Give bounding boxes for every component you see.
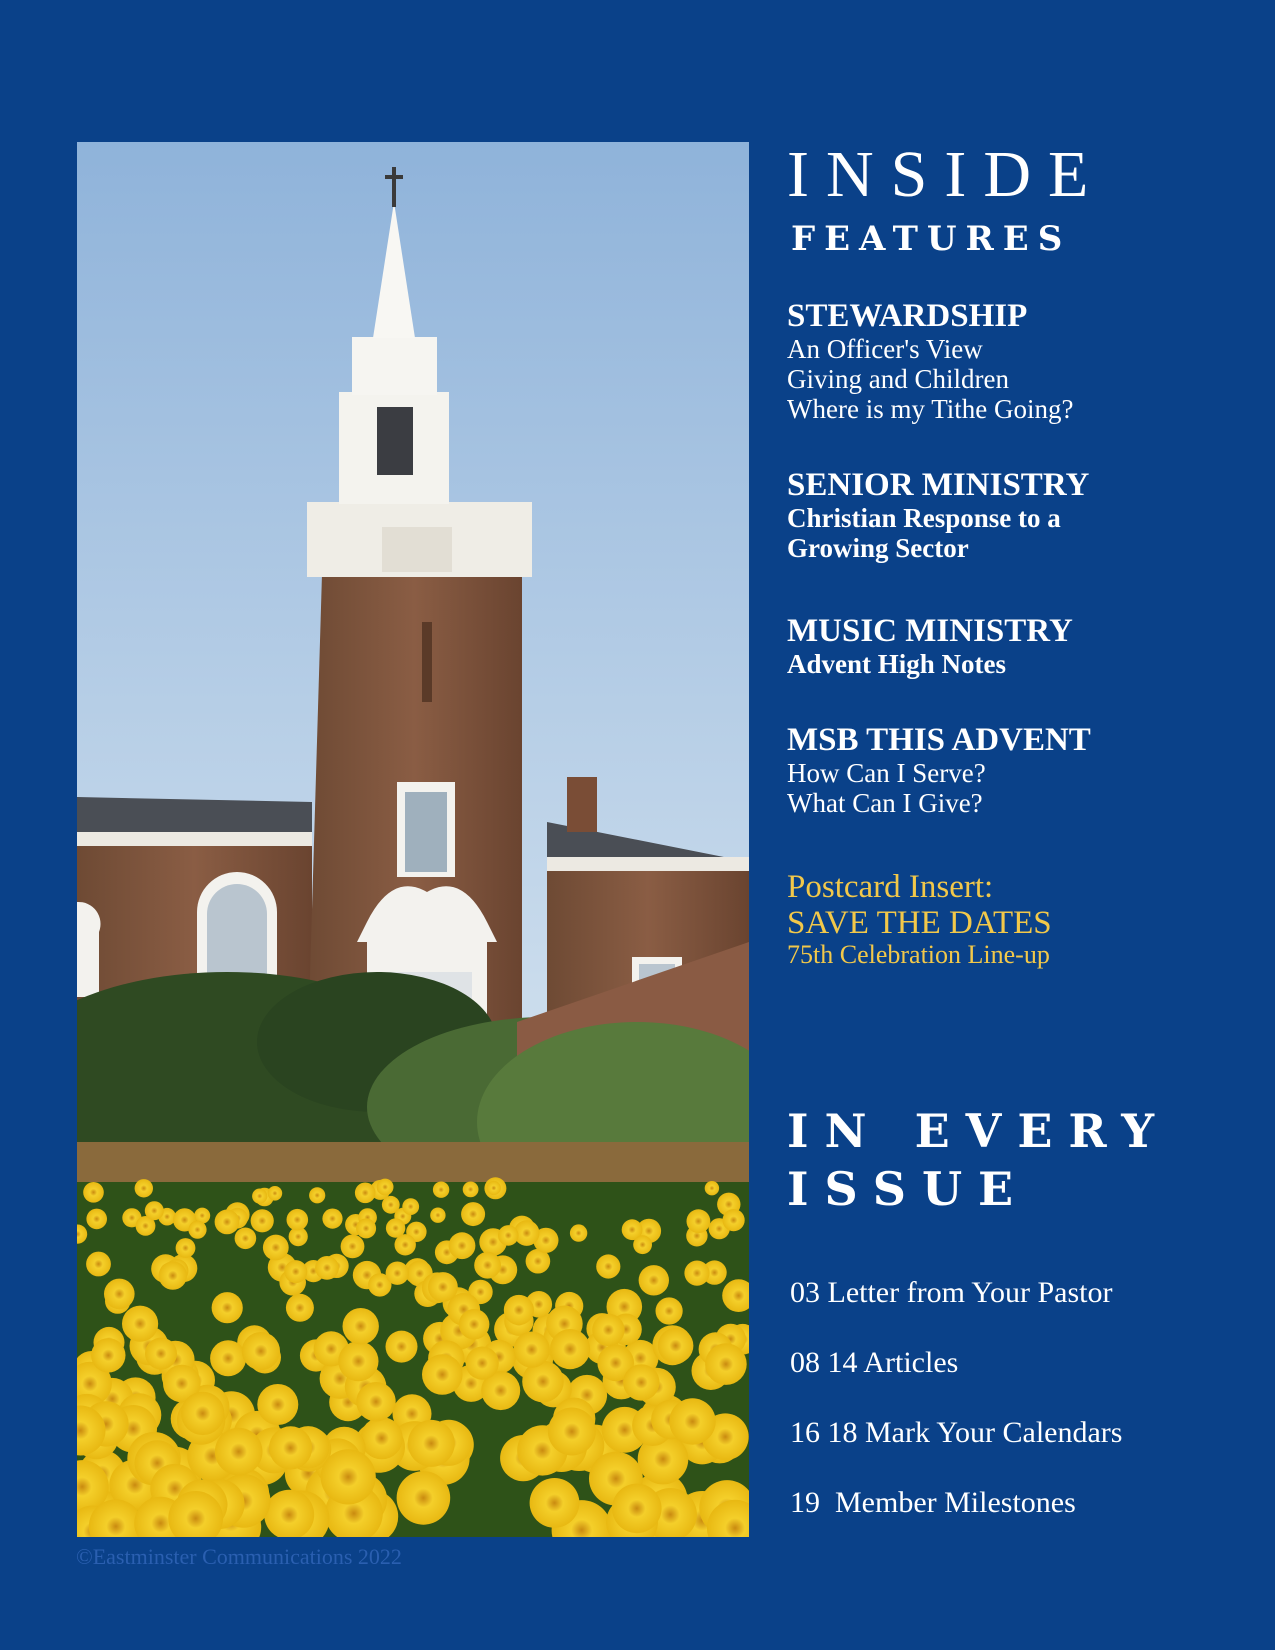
pansy-flower	[251, 1209, 274, 1232]
issue-item: 03 Letter from Your Pastor	[790, 1276, 1113, 1309]
pansy-flower	[215, 1210, 240, 1235]
pansy-flower	[286, 1294, 314, 1322]
pansy-flower	[386, 1331, 418, 1363]
pansy-flower	[530, 1478, 580, 1528]
pansy-flower	[612, 1484, 662, 1534]
section-line: Advent High Notes	[787, 649, 1007, 680]
pansy-flower	[215, 1428, 263, 1476]
pansy-flower	[449, 1232, 476, 1259]
pansy-flower	[268, 1186, 283, 1201]
pansy-flower	[498, 1225, 519, 1246]
section-line: How Can I Serve?	[787, 758, 986, 789]
pansy-flower	[235, 1228, 257, 1250]
pansy-flower	[83, 1182, 104, 1203]
heading-line: IN EVERY	[787, 1104, 1171, 1158]
pansy-flower	[487, 1181, 501, 1195]
pansy-flower	[210, 1340, 246, 1376]
pansy-flower	[397, 1471, 451, 1525]
pansy-flower	[656, 1297, 683, 1324]
section-line: Christian Response to a	[787, 503, 1061, 534]
insert-line: 75th Celebration Line-up	[787, 940, 1050, 969]
pansy-flower	[430, 1208, 445, 1223]
pansy-flower	[176, 1238, 196, 1258]
features-subheading: FEATURES	[791, 219, 1072, 259]
pansy-flower	[341, 1235, 365, 1259]
section-line: Giving and Children	[787, 364, 1009, 395]
section-title: SENIOR MINISTRY	[787, 467, 1090, 503]
inside-heading: INSIDE	[787, 138, 1106, 211]
pansy-flower	[428, 1272, 458, 1302]
pansy-flower	[361, 1417, 403, 1459]
pansy-flower	[122, 1306, 158, 1342]
pansy-flower	[466, 1347, 499, 1380]
pansy-flower	[135, 1179, 153, 1197]
pansy-flower	[104, 1279, 135, 1310]
every-issue-list	[790, 1275, 1122, 1555]
pansy-flower	[639, 1265, 669, 1295]
pansy-flower	[402, 1198, 419, 1215]
issue-item: 16 18 Mark Your Calendars	[790, 1416, 1123, 1449]
section-line: An Officer's View	[787, 334, 983, 365]
pansy-flower	[356, 1382, 395, 1421]
section-line: Where is my Tithe Going?	[787, 394, 1074, 425]
section-line: Growing Sector	[787, 533, 969, 564]
section-line: What Can I Give?	[787, 788, 983, 819]
feature-senior-ministry	[787, 467, 1247, 563]
pansy-flower	[269, 1426, 312, 1469]
feature-music-ministry	[787, 613, 1247, 679]
pansy-flower	[723, 1209, 745, 1231]
pansy-flower	[474, 1252, 501, 1279]
pansy-flower	[395, 1234, 416, 1255]
pansy-flower	[705, 1343, 747, 1385]
pansy-flower	[159, 1261, 187, 1289]
pansy-flower	[321, 1449, 376, 1504]
heading-line: ISSUE	[787, 1162, 1030, 1216]
pansy-flower	[315, 1256, 339, 1280]
pansy-flower	[91, 1338, 125, 1372]
pansy-flower	[287, 1209, 309, 1231]
pansy-flower	[257, 1384, 298, 1425]
pansy-flower	[422, 1354, 463, 1395]
pansy-flower	[459, 1309, 490, 1340]
feature-msb-this-advent	[787, 722, 1247, 818]
pansy-flower	[592, 1314, 624, 1346]
pansy-flower	[504, 1295, 534, 1325]
pansy-flower	[145, 1338, 177, 1370]
church-illustration	[77, 142, 749, 1537]
pansy-flower	[550, 1329, 590, 1369]
pansy-flower	[86, 1252, 111, 1277]
pansy-flower	[461, 1202, 485, 1226]
section-title: MSB THIS ADVENT	[787, 722, 1091, 758]
pansy-flower	[408, 1420, 455, 1467]
church-photo	[77, 142, 749, 1537]
pansy-flower	[212, 1292, 243, 1323]
section-title: STEWARDSHIP	[787, 298, 1028, 334]
issue-item: 19 Member Milestones	[790, 1486, 1076, 1519]
pansy-flower	[463, 1182, 479, 1198]
section-title: MUSIC MINISTRY	[787, 613, 1073, 649]
pansy-flower	[356, 1218, 376, 1238]
pansy-flower	[338, 1341, 378, 1381]
pansy-flower	[684, 1261, 709, 1286]
pansy-flower	[263, 1235, 289, 1261]
pansy-flower	[181, 1392, 224, 1435]
insert-line: SAVE THE DATES	[787, 905, 1052, 941]
insert-line: Postcard Insert:	[787, 869, 994, 905]
copyright-notice: ©Eastminster Communications 2022	[76, 1544, 402, 1569]
pansy-flower	[669, 1398, 715, 1444]
pansy-flower	[386, 1262, 409, 1285]
in-every-issue-heading	[787, 1102, 1170, 1218]
pansy-flower	[596, 1254, 620, 1278]
pansy-flower	[309, 1187, 325, 1203]
pansy-flower	[570, 1224, 587, 1241]
pansy-flower	[705, 1181, 719, 1195]
pansy-flower	[355, 1183, 376, 1204]
feature-stewardship	[787, 298, 1247, 424]
pansy-flower	[548, 1408, 596, 1456]
pansy-flower	[242, 1332, 280, 1370]
pansy-flower	[514, 1332, 550, 1368]
pansy-flower	[252, 1189, 267, 1204]
pansy-flower	[343, 1308, 379, 1344]
pansy-flower	[284, 1260, 307, 1283]
pansy-flower	[322, 1209, 342, 1229]
pansy-flower	[86, 1209, 107, 1230]
pansy-flower	[145, 1201, 164, 1220]
pansy-flower	[623, 1364, 659, 1400]
postcard-insert	[787, 869, 1247, 969]
pansy-flower	[188, 1221, 206, 1239]
pansy-flower	[377, 1179, 394, 1196]
pansy-flower	[433, 1182, 449, 1198]
pansy-flower	[687, 1209, 711, 1233]
issue-item: 08 14 Articles	[790, 1346, 959, 1379]
pansy-flower	[658, 1328, 694, 1364]
pansy-flower	[633, 1235, 652, 1254]
